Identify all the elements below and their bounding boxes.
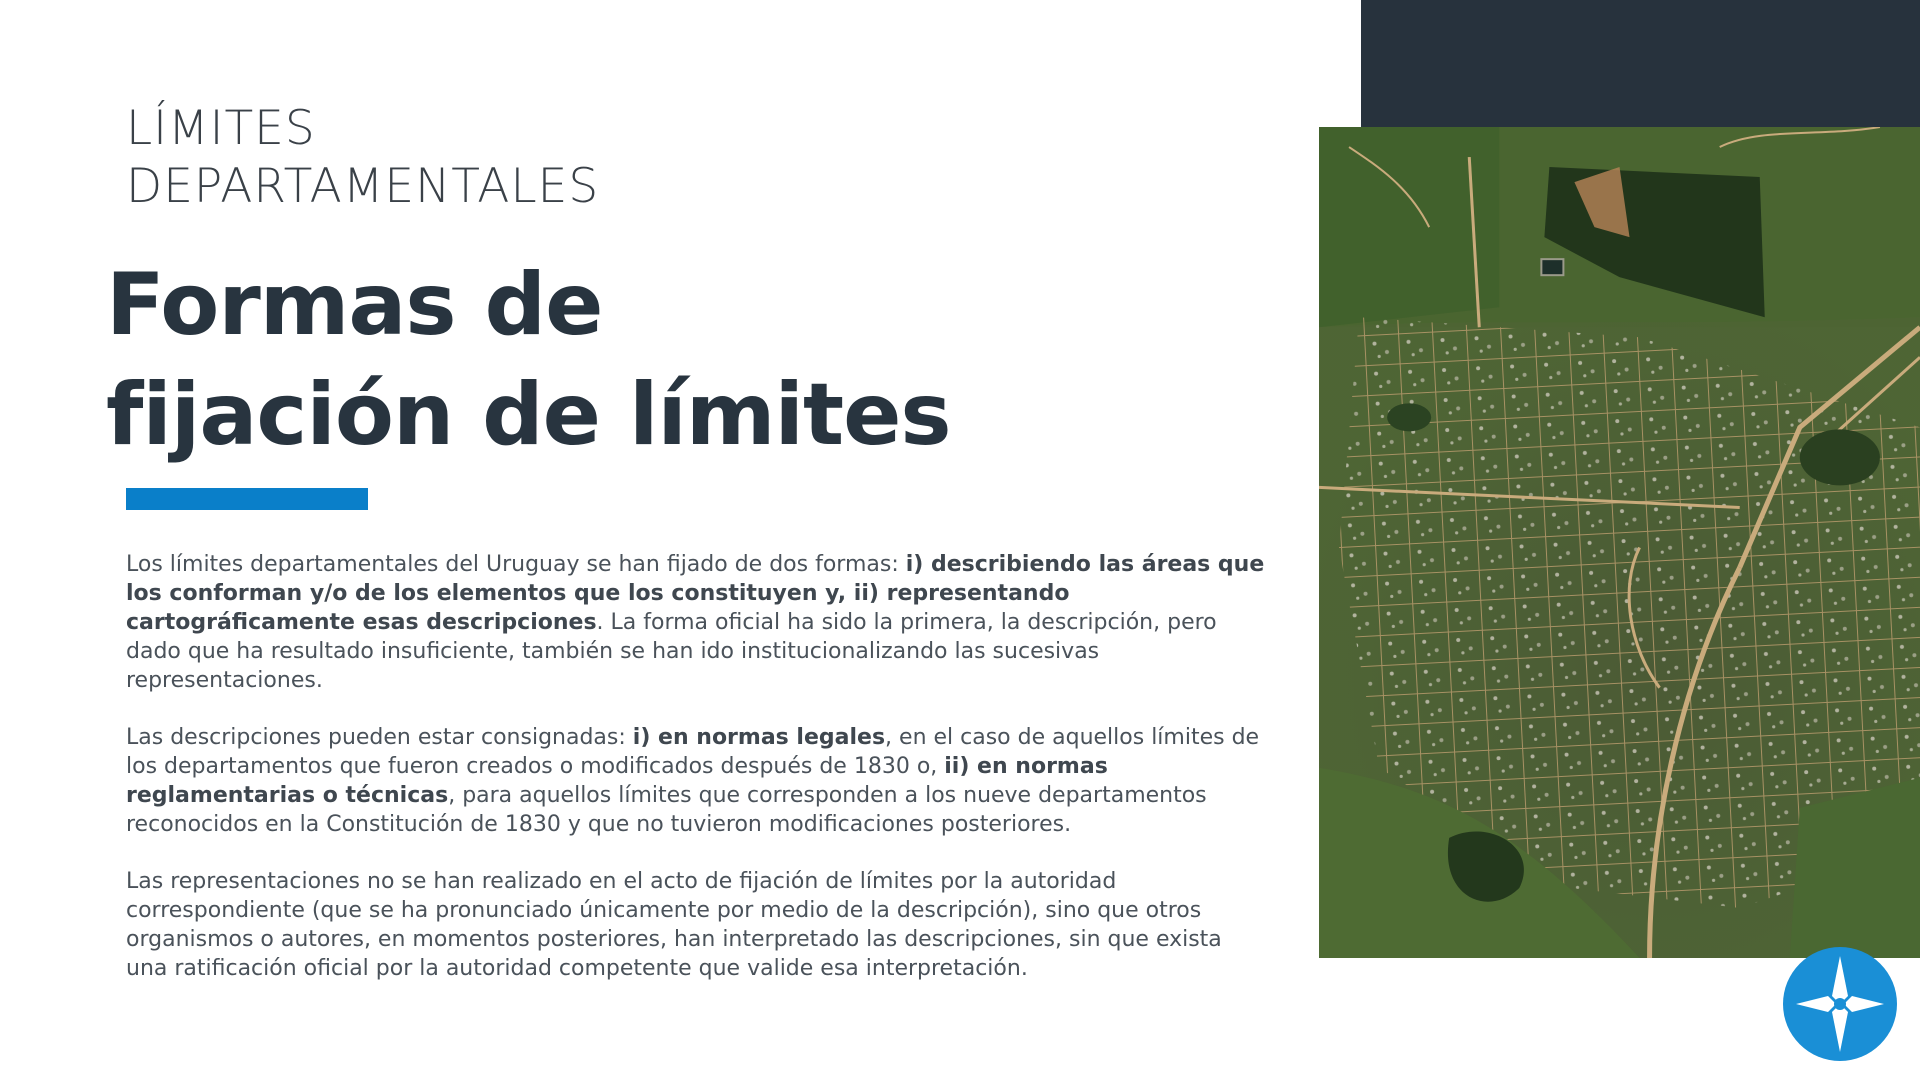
p2-text-1: Las descripciones pueden estar consignadas: [126, 725, 633, 750]
paragraph-2 [126, 723, 1266, 839]
p3-text-1: Las representaciones no se han realizado en el acto de fijación de límites por la autoridad correspondiente (que se ha pronunciado únicamente por medio de la descripción), sino que otros organismos o autores, en momentos posteriores, han interpretado las descripciones, sin que exista una ratificación oficial por la autoridad competente que valide esa interpretación. [126, 869, 1222, 981]
page-title [106, 250, 1046, 470]
header-dark-block [1361, 0, 1920, 127]
p2-bold-2: ii) en normas reglamentarias o técnicas [126, 754, 1108, 808]
title-line-2: fijación de límites [106, 365, 951, 465]
body-text [126, 550, 1266, 1011]
p2-text-2: , en el caso de aquellos límites de los departamentos que fueron creados o modificados después de 1830 o, [126, 725, 1260, 779]
kicker-line-2: DEPARTAMENTALES [126, 159, 600, 214]
paragraph-1 [126, 550, 1266, 695]
satellite-image [1319, 127, 1920, 958]
kicker-line-1: LÍMITES [126, 101, 316, 156]
paragraph-3 [126, 867, 1266, 983]
p1-bold-1: i) describiendo las áreas que los conforman y/o de los elementos que los constituyen y, ii) representando cartográficamente esas descripciones [126, 552, 1265, 635]
satellite-map-graphic [1319, 127, 1920, 958]
p2-bold-1: i) en normas legales [632, 725, 886, 750]
section-kicker [126, 100, 826, 216]
title-line-1: Formas de [106, 255, 603, 355]
p2-text-3: , para aquellos límites que corresponden a los nueve departamentos reconocidos en la Constitución de 1830 y que no tuvieron modificaciones posteriores. [126, 783, 1207, 837]
p1-text-1: Los límites departamentales del Uruguay se han fijado de dos formas: [126, 552, 906, 577]
accent-bar [126, 488, 368, 510]
p1-text-2: . La forma oficial ha sido la primera, la descripción, pero dado que ha resultado insuficiente, también se han ido institucionalizando las sucesivas representaciones. [126, 610, 1217, 693]
compass-logo-icon [1782, 946, 1898, 1062]
